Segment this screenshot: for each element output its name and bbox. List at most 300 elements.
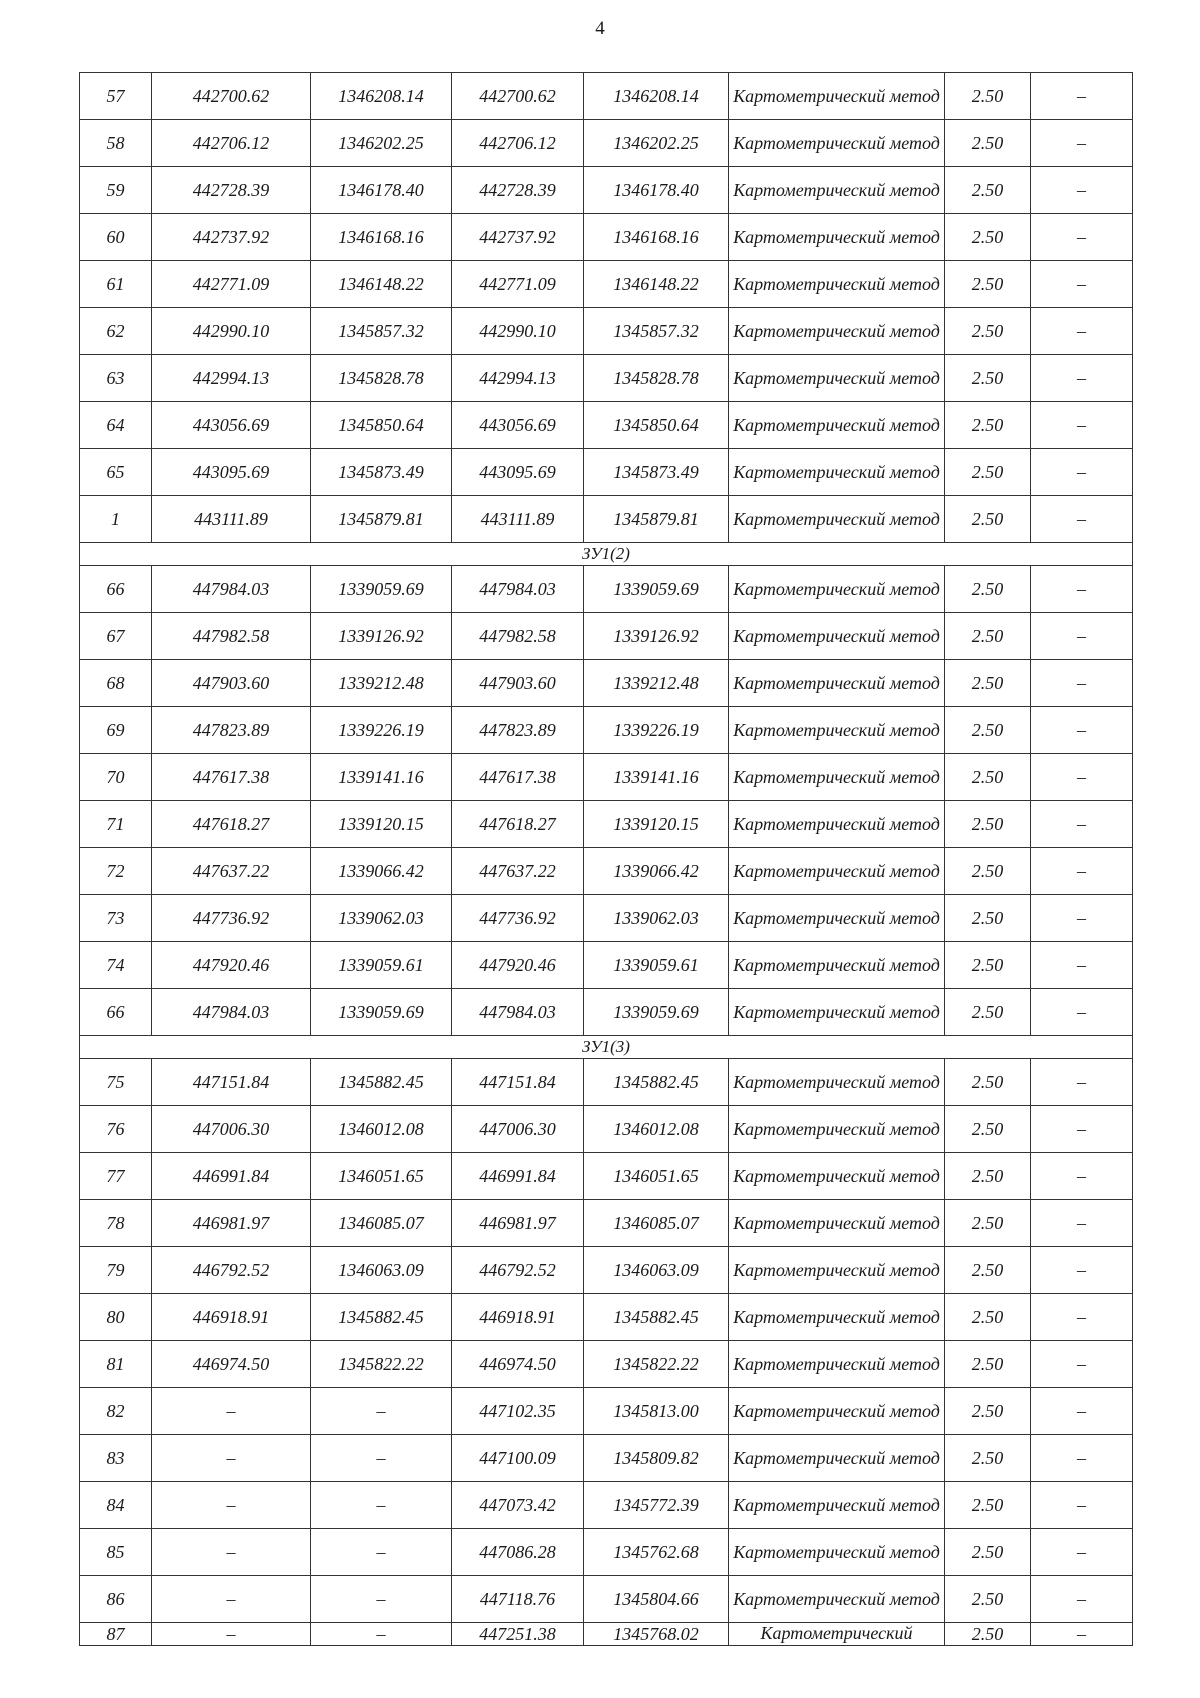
point-number-cell: 69 <box>80 707 152 754</box>
table-row <box>80 989 1133 1036</box>
x-new-cell: 447637.22 <box>452 848 584 895</box>
method-cell: Картометрический метод <box>729 1341 945 1388</box>
x-new-cell: 443111.89 <box>452 496 584 543</box>
note-cell: – <box>1031 261 1133 308</box>
note-cell: – <box>1031 895 1133 942</box>
y-existing-cell: 1345882.45 <box>311 1059 452 1106</box>
method-cell: Картометрический метод <box>729 895 945 942</box>
note-cell: – <box>1031 1435 1133 1482</box>
note-cell: – <box>1031 496 1133 543</box>
x-new-cell: 447006.30 <box>452 1106 584 1153</box>
method-cell: Картометрический метод <box>729 754 945 801</box>
note-cell: – <box>1031 1247 1133 1294</box>
x-existing-cell: – <box>152 1529 311 1576</box>
page-number: 4 <box>595 18 605 39</box>
x-existing-cell: 447618.27 <box>152 801 311 848</box>
x-new-cell: 447984.03 <box>452 989 584 1036</box>
note-cell: – <box>1031 214 1133 261</box>
method-cell: Картометрический метод <box>729 308 945 355</box>
accuracy-cell: 2.50 <box>945 73 1031 120</box>
y-existing-cell: 1339126.92 <box>311 613 452 660</box>
x-new-cell: 446792.52 <box>452 1247 584 1294</box>
table-row <box>80 120 1133 167</box>
x-existing-cell: 447982.58 <box>152 613 311 660</box>
y-new-cell: 1346178.40 <box>584 167 729 214</box>
y-existing-cell: 1339066.42 <box>311 848 452 895</box>
x-existing-cell: 442700.62 <box>152 73 311 120</box>
point-number-cell: 72 <box>80 848 152 895</box>
point-number-cell: 65 <box>80 449 152 496</box>
point-number-cell: 87 <box>80 1623 152 1646</box>
accuracy-cell: 2.50 <box>945 449 1031 496</box>
note-cell: – <box>1031 707 1133 754</box>
y-new-cell: 1346012.08 <box>584 1106 729 1153</box>
note-cell: – <box>1031 1294 1133 1341</box>
y-new-cell: 1345828.78 <box>584 355 729 402</box>
table-row <box>80 1294 1133 1341</box>
accuracy-cell: 2.50 <box>945 707 1031 754</box>
accuracy-cell: 2.50 <box>945 989 1031 1036</box>
method-cell: Картометрический метод <box>729 1388 945 1435</box>
y-existing-cell: 1339059.69 <box>311 566 452 613</box>
accuracy-cell: 2.50 <box>945 496 1031 543</box>
table-row <box>80 402 1133 449</box>
y-existing-cell: 1339212.48 <box>311 660 452 707</box>
method-cell: Картометрический метод <box>729 1247 945 1294</box>
method-cell: Картометрический метод <box>729 120 945 167</box>
x-existing-cell: – <box>152 1576 311 1623</box>
point-number-cell: 70 <box>80 754 152 801</box>
method-cell: Картометрический метод <box>729 566 945 613</box>
x-new-cell: 447823.89 <box>452 707 584 754</box>
table-row <box>80 1529 1133 1576</box>
y-existing-cell: 1346051.65 <box>311 1153 452 1200</box>
y-existing-cell: 1345822.22 <box>311 1341 452 1388</box>
note-cell: – <box>1031 355 1133 402</box>
x-new-cell: 446918.91 <box>452 1294 584 1341</box>
table-row <box>80 1576 1133 1623</box>
table-row <box>80 660 1133 707</box>
table-row <box>80 167 1133 214</box>
x-existing-cell: 443056.69 <box>152 402 311 449</box>
x-new-cell: 442990.10 <box>452 308 584 355</box>
x-new-cell: 447920.46 <box>452 942 584 989</box>
method-cell: Картометрический метод <box>729 355 945 402</box>
method-cell: Картометрический метод <box>729 1059 945 1106</box>
method-cell: Картометрический метод <box>729 707 945 754</box>
y-existing-cell: 1339062.03 <box>311 895 452 942</box>
table-row <box>80 848 1133 895</box>
x-new-cell: 446991.84 <box>452 1153 584 1200</box>
x-new-cell: 446981.97 <box>452 1200 584 1247</box>
note-cell: – <box>1031 1388 1133 1435</box>
y-existing-cell: 1345828.78 <box>311 355 452 402</box>
point-number-cell: 62 <box>80 308 152 355</box>
x-new-cell: 442700.62 <box>452 73 584 120</box>
point-number-cell: 86 <box>80 1576 152 1623</box>
accuracy-cell: 2.50 <box>945 1200 1031 1247</box>
note-cell: – <box>1031 167 1133 214</box>
point-number-cell: 71 <box>80 801 152 848</box>
point-number-cell: 66 <box>80 566 152 613</box>
y-new-cell: 1345804.66 <box>584 1576 729 1623</box>
y-new-cell: 1345850.64 <box>584 402 729 449</box>
y-existing-cell: 1346202.25 <box>311 120 452 167</box>
point-number-cell: 1 <box>80 496 152 543</box>
y-existing-cell: 1346012.08 <box>311 1106 452 1153</box>
accuracy-cell: 2.50 <box>945 214 1031 261</box>
y-new-cell: 1345772.39 <box>584 1482 729 1529</box>
x-existing-cell: 443111.89 <box>152 496 311 543</box>
point-number-cell: 66 <box>80 989 152 1036</box>
accuracy-cell: 2.50 <box>945 120 1031 167</box>
x-new-cell: 447086.28 <box>452 1529 584 1576</box>
x-existing-cell: 442771.09 <box>152 261 311 308</box>
x-existing-cell: 446918.91 <box>152 1294 311 1341</box>
note-cell: – <box>1031 942 1133 989</box>
point-number-cell: 78 <box>80 1200 152 1247</box>
y-existing-cell: – <box>311 1623 452 1646</box>
accuracy-cell: 2.50 <box>945 1059 1031 1106</box>
y-existing-cell: – <box>311 1388 452 1435</box>
point-number-cell: 60 <box>80 214 152 261</box>
method-cell: Картометрический метод <box>729 261 945 308</box>
point-number-cell: 82 <box>80 1388 152 1435</box>
y-existing-cell: 1339226.19 <box>311 707 452 754</box>
x-new-cell: 442728.39 <box>452 167 584 214</box>
section-header-row <box>80 543 1133 566</box>
x-new-cell: 447102.35 <box>452 1388 584 1435</box>
coordinates-table <box>79 72 1133 1646</box>
method-cell: Картометрический метод <box>729 989 945 1036</box>
accuracy-cell: 2.50 <box>945 1341 1031 1388</box>
point-number-cell: 85 <box>80 1529 152 1576</box>
accuracy-cell: 2.50 <box>945 1106 1031 1153</box>
accuracy-cell: 2.50 <box>945 1576 1031 1623</box>
x-existing-cell: 442728.39 <box>152 167 311 214</box>
x-existing-cell: 446792.52 <box>152 1247 311 1294</box>
y-existing-cell: 1345879.81 <box>311 496 452 543</box>
y-new-cell: 1345882.45 <box>584 1059 729 1106</box>
y-new-cell: 1345873.49 <box>584 449 729 496</box>
x-existing-cell: – <box>152 1482 311 1529</box>
accuracy-cell: 2.50 <box>945 613 1031 660</box>
accuracy-cell: 2.50 <box>945 1388 1031 1435</box>
x-new-cell: 447118.76 <box>452 1576 584 1623</box>
note-cell: – <box>1031 613 1133 660</box>
x-new-cell: 443056.69 <box>452 402 584 449</box>
y-existing-cell: 1339059.61 <box>311 942 452 989</box>
point-number-cell: 76 <box>80 1106 152 1153</box>
x-new-cell: 447073.42 <box>452 1482 584 1529</box>
accuracy-cell: 2.50 <box>945 1247 1031 1294</box>
y-new-cell: 1339059.69 <box>584 566 729 613</box>
y-new-cell: 1339226.19 <box>584 707 729 754</box>
point-number-cell: 59 <box>80 167 152 214</box>
method-cell: Картометрический метод <box>729 167 945 214</box>
y-new-cell: 1345762.68 <box>584 1529 729 1576</box>
table-row <box>80 214 1133 261</box>
y-new-cell: 1345857.32 <box>584 308 729 355</box>
note-cell: – <box>1031 754 1133 801</box>
table-row <box>80 1388 1133 1435</box>
accuracy-cell: 2.50 <box>945 308 1031 355</box>
y-existing-cell: 1346148.22 <box>311 261 452 308</box>
x-existing-cell: – <box>152 1623 311 1646</box>
y-new-cell: 1346085.07 <box>584 1200 729 1247</box>
section-header-row <box>80 1036 1133 1059</box>
x-existing-cell: 447823.89 <box>152 707 311 754</box>
point-number-cell: 77 <box>80 1153 152 1200</box>
x-new-cell: 447903.60 <box>452 660 584 707</box>
y-new-cell: 1339212.48 <box>584 660 729 707</box>
y-new-cell: 1345813.00 <box>584 1388 729 1435</box>
note-cell: – <box>1031 449 1133 496</box>
y-existing-cell: 1346063.09 <box>311 1247 452 1294</box>
y-existing-cell: 1339120.15 <box>311 801 452 848</box>
x-existing-cell: 446974.50 <box>152 1341 311 1388</box>
accuracy-cell: 2.50 <box>945 1623 1031 1646</box>
point-number-cell: 68 <box>80 660 152 707</box>
y-new-cell: 1346168.16 <box>584 214 729 261</box>
point-number-cell: 58 <box>80 120 152 167</box>
x-new-cell: 447151.84 <box>452 1059 584 1106</box>
x-existing-cell: – <box>152 1388 311 1435</box>
note-cell: – <box>1031 1341 1133 1388</box>
point-number-cell: 80 <box>80 1294 152 1341</box>
note-cell: – <box>1031 566 1133 613</box>
x-existing-cell: 446991.84 <box>152 1153 311 1200</box>
x-new-cell: 447100.09 <box>452 1435 584 1482</box>
accuracy-cell: 2.50 <box>945 1482 1031 1529</box>
point-number-cell: 81 <box>80 1341 152 1388</box>
y-new-cell: 1339059.69 <box>584 989 729 1036</box>
note-cell: – <box>1031 1482 1133 1529</box>
method-cell: Картометрический метод <box>729 1435 945 1482</box>
method-cell: Картометрический метод <box>729 942 945 989</box>
method-cell: Картометрический метод <box>729 1294 945 1341</box>
y-existing-cell: – <box>311 1435 452 1482</box>
y-existing-cell: 1346178.40 <box>311 167 452 214</box>
method-cell: Картометрический метод <box>729 660 945 707</box>
y-new-cell: 1345768.02 <box>584 1623 729 1646</box>
y-new-cell: 1346208.14 <box>584 73 729 120</box>
x-new-cell: 447251.38 <box>452 1623 584 1646</box>
table-row <box>80 566 1133 613</box>
accuracy-cell: 2.50 <box>945 801 1031 848</box>
y-existing-cell: – <box>311 1576 452 1623</box>
method-cell: Картометрический метод <box>729 449 945 496</box>
accuracy-cell: 2.50 <box>945 566 1031 613</box>
y-new-cell: 1345882.45 <box>584 1294 729 1341</box>
table-row <box>80 1106 1133 1153</box>
note-cell: – <box>1031 1529 1133 1576</box>
method-cell: Картометрический метод <box>729 801 945 848</box>
y-new-cell: 1346202.25 <box>584 120 729 167</box>
x-existing-cell: 442994.13 <box>152 355 311 402</box>
x-existing-cell: 447984.03 <box>152 989 311 1036</box>
method-cell: Картометрический метод <box>729 613 945 660</box>
x-existing-cell: 442990.10 <box>152 308 311 355</box>
section-title: ЗУ1(2) <box>80 543 1133 566</box>
y-new-cell: 1346063.09 <box>584 1247 729 1294</box>
note-cell: – <box>1031 801 1133 848</box>
y-existing-cell: 1339059.69 <box>311 989 452 1036</box>
method-cell: Картометрический метод <box>729 1200 945 1247</box>
y-existing-cell: – <box>311 1482 452 1529</box>
note-cell: – <box>1031 848 1133 895</box>
note-cell: – <box>1031 1200 1133 1247</box>
y-new-cell: 1345809.82 <box>584 1435 729 1482</box>
accuracy-cell: 2.50 <box>945 1529 1031 1576</box>
y-existing-cell: 1339141.16 <box>311 754 452 801</box>
x-new-cell: 443095.69 <box>452 449 584 496</box>
x-new-cell: 446974.50 <box>452 1341 584 1388</box>
table-row <box>80 1153 1133 1200</box>
point-number-cell: 73 <box>80 895 152 942</box>
point-number-cell: 83 <box>80 1435 152 1482</box>
y-existing-cell: 1346168.16 <box>311 214 452 261</box>
x-new-cell: 442994.13 <box>452 355 584 402</box>
table-row <box>80 707 1133 754</box>
y-new-cell: 1346051.65 <box>584 1153 729 1200</box>
x-existing-cell: 447617.38 <box>152 754 311 801</box>
table-row <box>80 355 1133 402</box>
method-cell: Картометрический метод <box>729 496 945 543</box>
accuracy-cell: 2.50 <box>945 660 1031 707</box>
y-existing-cell: 1345873.49 <box>311 449 452 496</box>
note-cell: – <box>1031 1059 1133 1106</box>
table-row <box>80 1341 1133 1388</box>
table-row <box>80 801 1133 848</box>
note-cell: – <box>1031 660 1133 707</box>
y-new-cell: 1346148.22 <box>584 261 729 308</box>
table-row <box>80 261 1133 308</box>
note-cell: – <box>1031 1623 1133 1646</box>
x-existing-cell: 442706.12 <box>152 120 311 167</box>
note-cell: – <box>1031 1153 1133 1200</box>
method-cell: Картометрический метод <box>729 214 945 261</box>
y-new-cell: 1339062.03 <box>584 895 729 942</box>
note-cell: – <box>1031 308 1133 355</box>
method-cell: Картометрический метод <box>729 1529 945 1576</box>
note-cell: – <box>1031 989 1133 1036</box>
section-title: ЗУ1(3) <box>80 1036 1133 1059</box>
point-number-cell: 57 <box>80 73 152 120</box>
y-existing-cell: – <box>311 1529 452 1576</box>
accuracy-cell: 2.50 <box>945 355 1031 402</box>
y-existing-cell: 1345882.45 <box>311 1294 452 1341</box>
x-new-cell: 447618.27 <box>452 801 584 848</box>
x-existing-cell: – <box>152 1435 311 1482</box>
x-existing-cell: 447920.46 <box>152 942 311 989</box>
x-new-cell: 442771.09 <box>452 261 584 308</box>
y-existing-cell: 1346085.07 <box>311 1200 452 1247</box>
point-number-cell: 61 <box>80 261 152 308</box>
y-new-cell: 1345822.22 <box>584 1341 729 1388</box>
table-row <box>80 308 1133 355</box>
note-cell: – <box>1031 1106 1133 1153</box>
method-cell: Картометрический <box>729 1623 945 1646</box>
method-cell: Картометрический метод <box>729 848 945 895</box>
y-new-cell: 1339066.42 <box>584 848 729 895</box>
accuracy-cell: 2.50 <box>945 1153 1031 1200</box>
note-cell: – <box>1031 120 1133 167</box>
table-row <box>80 449 1133 496</box>
note-cell: – <box>1031 402 1133 449</box>
point-number-cell: 67 <box>80 613 152 660</box>
x-new-cell: 442706.12 <box>452 120 584 167</box>
y-new-cell: 1345879.81 <box>584 496 729 543</box>
point-number-cell: 79 <box>80 1247 152 1294</box>
point-number-cell: 75 <box>80 1059 152 1106</box>
accuracy-cell: 2.50 <box>945 895 1031 942</box>
x-existing-cell: 447151.84 <box>152 1059 311 1106</box>
x-existing-cell: 442737.92 <box>152 214 311 261</box>
note-cell: – <box>1031 73 1133 120</box>
accuracy-cell: 2.50 <box>945 402 1031 449</box>
x-new-cell: 447736.92 <box>452 895 584 942</box>
accuracy-cell: 2.50 <box>945 167 1031 214</box>
x-new-cell: 442737.92 <box>452 214 584 261</box>
x-existing-cell: 443095.69 <box>152 449 311 496</box>
table-row <box>80 1059 1133 1106</box>
method-cell: Картометрический метод <box>729 1576 945 1623</box>
x-new-cell: 447982.58 <box>452 613 584 660</box>
table-row <box>80 1482 1133 1529</box>
table-row <box>80 895 1133 942</box>
y-new-cell: 1339141.16 <box>584 754 729 801</box>
y-existing-cell: 1345850.64 <box>311 402 452 449</box>
point-number-cell: 64 <box>80 402 152 449</box>
method-cell: Картометрический метод <box>729 402 945 449</box>
table-row <box>80 1435 1133 1482</box>
y-new-cell: 1339059.61 <box>584 942 729 989</box>
note-cell: – <box>1031 1576 1133 1623</box>
y-new-cell: 1339120.15 <box>584 801 729 848</box>
x-existing-cell: 447637.22 <box>152 848 311 895</box>
table-row <box>80 754 1133 801</box>
table-row <box>80 73 1133 120</box>
x-existing-cell: 447006.30 <box>152 1106 311 1153</box>
method-cell: Картометрический метод <box>729 1106 945 1153</box>
accuracy-cell: 2.50 <box>945 1294 1031 1341</box>
accuracy-cell: 2.50 <box>945 261 1031 308</box>
point-number-cell: 74 <box>80 942 152 989</box>
x-existing-cell: 447984.03 <box>152 566 311 613</box>
method-cell: Картометрический метод <box>729 73 945 120</box>
x-new-cell: 447617.38 <box>452 754 584 801</box>
y-existing-cell: 1346208.14 <box>311 73 452 120</box>
y-existing-cell: 1345857.32 <box>311 308 452 355</box>
x-new-cell: 447984.03 <box>452 566 584 613</box>
accuracy-cell: 2.50 <box>945 848 1031 895</box>
accuracy-cell: 2.50 <box>945 754 1031 801</box>
table-row <box>80 1200 1133 1247</box>
table-row <box>80 942 1133 989</box>
y-new-cell: 1339126.92 <box>584 613 729 660</box>
table-row <box>80 496 1133 543</box>
x-existing-cell: 447736.92 <box>152 895 311 942</box>
accuracy-cell: 2.50 <box>945 1435 1031 1482</box>
method-cell: Картометрический метод <box>729 1153 945 1200</box>
method-cell: Картометрический метод <box>729 1482 945 1529</box>
x-existing-cell: 446981.97 <box>152 1200 311 1247</box>
x-existing-cell: 447903.60 <box>152 660 311 707</box>
point-number-cell: 84 <box>80 1482 152 1529</box>
table-row <box>80 613 1133 660</box>
table-row <box>80 1623 1133 1646</box>
